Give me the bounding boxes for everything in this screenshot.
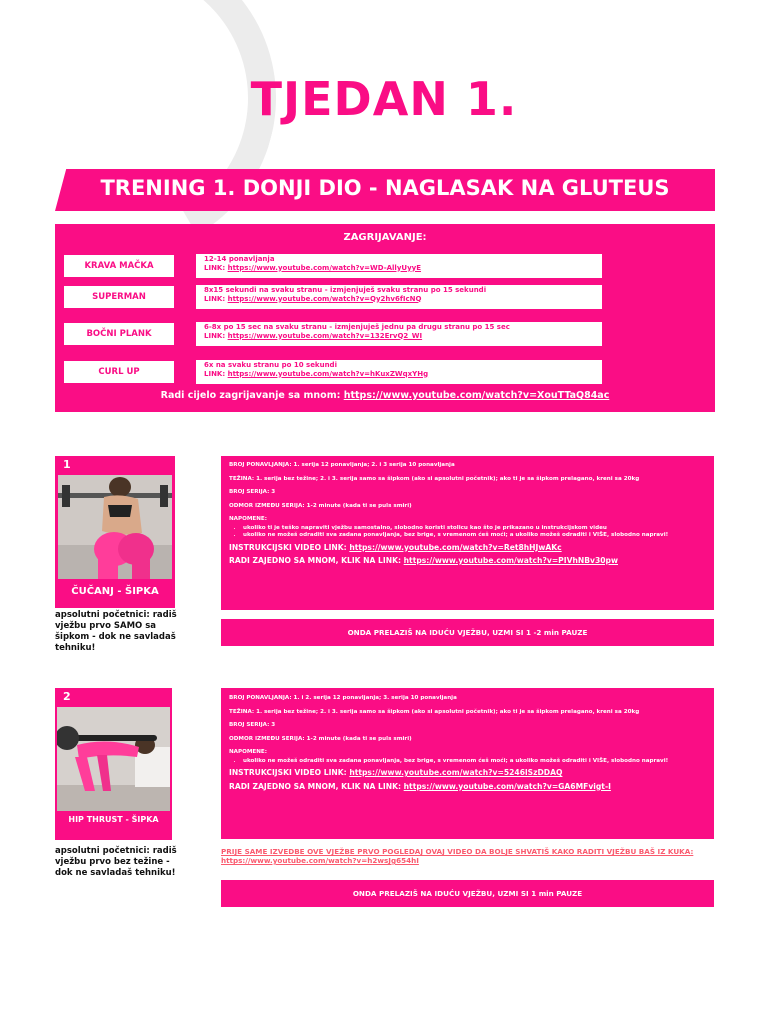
notes-list	[229, 525, 706, 540]
warmup-item-text: 6-8x po 15 sec na svaku stranu - izmjenjuješ jednu pa drugu stranu po 15 sec	[204, 323, 510, 331]
warmup-full-link[interactable]: https://www.youtube.com/watch?v=XouTTaQ84ac	[343, 390, 610, 401]
exercise-title: HIP THRUST - ŠIPKA	[68, 815, 159, 824]
warmup-item-description	[196, 322, 602, 346]
instruction-video	[229, 544, 706, 552]
workout-along-label: RADI ZAJEDNO SA MNOM, KLIK NA LINK:	[229, 781, 401, 791]
exercise-details	[221, 688, 714, 839]
warmup-item-description	[196, 360, 602, 384]
warmup-item-text: 6x na svaku stranu po 10 sekundi	[204, 361, 337, 369]
workout-along-video	[229, 557, 706, 565]
warmup-video-link[interactable]: https://www.youtube.com/watch?v=Qy2hv6fIcNQ	[227, 294, 422, 303]
note-item: • ukoliko ne možeš odraditi sva zadana ponavljanja, bez brige, s vremenom ćeš moći; a ukoliko možeš odraditi i VIŠE, slobodno napravi!	[243, 532, 706, 540]
technique-tip-link[interactable]: PRIJE SAME IZVEDBE OVE VJEŽBE PRVO POGLEDAJ OVAJ VIDEO DA BOLJE SHVATIŠ KAKO RADITI VJEŽBU BAŠ IZ KUKA: https://www.youtube.com/watch?v=h2wsJg654hI	[221, 847, 694, 865]
warmup-link-label: LINK:	[204, 331, 226, 340]
instruction-video-link[interactable]: https://www.youtube.com/watch?v=5246lSzDDAQ	[349, 768, 563, 777]
warmup-link-label: LINK:	[204, 369, 226, 378]
warmup-heading: ZAGRIJAVANJE:	[343, 232, 427, 243]
warmup-video-link[interactable]: https://www.youtube.com/watch?v=132ErvQ2_WI	[227, 331, 423, 340]
warmup-full-video	[55, 390, 715, 401]
instruction-video-label: INSTRUKCIJSKI VIDEO LINK:	[229, 768, 347, 777]
instruction-video-label: INSTRUKCIJSKI VIDEO LINK:	[229, 542, 347, 552]
instruction-video-link[interactable]: https://www.youtube.com/watch?v=Ret8hHJwAKc	[349, 542, 562, 552]
exercise-photo	[58, 475, 172, 579]
warmup-link-label: LINK:	[204, 294, 226, 303]
warmup-item-name: CURL UP	[64, 361, 174, 383]
warmup-full-label: Radi cijelo zagrijavanje sa mnom:	[160, 390, 341, 401]
warmup-item-text: 8x15 sekundi na svaku stranu - izmjenjuješ svaku stranu po 15 sekundi	[204, 286, 487, 294]
note-item: • ukoliko ti je teško napraviti vježbu samostalno, slobodno koristi stolicu kao što je prikazano u instrukcijskom videu	[243, 525, 706, 533]
weight-text: TEŽINA: 1. serija bez težine; 2. i 3. serija samo sa šipkom (ako si apsolutni početnik); ako ti je sa šipkom prelagano, kreni sa 20kg	[229, 475, 640, 482]
warmup-item-name: SUPERMAN	[64, 286, 174, 308]
workout-along-link[interactable]: https://www.youtube.com/watch?v=GA6MFvigt-I	[403, 781, 611, 791]
beginner-note: apsolutni početnici: radiš vježbu prvo bez težine - dok ne savladaš tehniku!	[55, 846, 177, 878]
sets-text: BROJ SERIJA: 3	[229, 489, 276, 495]
pause-banner: ONDA PRELAZIŠ NA IDUĆU VJEŽBU, UZMI SI 1 -2 min PAUZE	[221, 619, 714, 646]
pause-banner: ONDA PRELAZIŠ NA IDUĆU VJEŽBU, UZMI SI 1 min PAUZE	[221, 880, 714, 907]
warmup-item-description	[196, 254, 602, 278]
warmup-item-description	[196, 285, 602, 309]
notes-list	[229, 758, 706, 766]
page-title: TJEDAN 1.	[250, 72, 518, 126]
warmup-item-text: 12-14 ponavljanja	[204, 255, 275, 263]
warmup-item-name: KRAVA MAČKA	[64, 255, 174, 277]
exercise-title: ČUČANJ - ŠIPKA	[71, 586, 159, 597]
reps-text: BROJ PONAVLJANJA: 1. i 2. serija 12 ponavljanja; 3. serija 10 ponavljanja	[229, 695, 457, 701]
warmup-item-name: BOČNI PLANK	[64, 323, 174, 345]
reps-text: BROJ PONAVLJANJA: 1. serija 12 ponavljanja; 2. i 3 serija 10 ponavljanja	[229, 462, 455, 468]
workout-along-label: RADI ZAJEDNO SA MNOM, KLIK NA LINK:	[229, 556, 401, 565]
notes-heading: NAPOMENE:	[229, 516, 267, 522]
beginner-note: apsolutni početnici: radiš vježbu prvo SAMO sa šipkom - dok ne savladaš tehniku!	[55, 610, 177, 653]
sets-text: BROJ SERIJA: 3	[229, 722, 276, 728]
warmup-link-label: LINK:	[204, 263, 226, 272]
exercise-details	[221, 456, 714, 610]
rest-text: ODMOR IZMEĐU SERIJA: 1-2 minute (kada ti se puls smiri)	[229, 735, 412, 742]
workout-along-link[interactable]: https://www.youtube.com/watch?v=PIVhNBv30pw	[403, 556, 618, 565]
squat-illustration	[58, 475, 172, 579]
workout-along-video	[229, 783, 706, 791]
note-item: • ukoliko ne možeš odraditi sva zadana ponavljanja, bez brige, s vremenom ćeš moći; a ukoliko možeš odraditi i VIŠE, slobodno napravi!	[243, 758, 706, 766]
notes-heading: NAPOMENE:	[229, 749, 267, 755]
weight-text: TEŽINA: 1. serija bez težine; 2. i 3. serija samo sa šipkom (ako si apsolutni početnik); ako ti je sa šipkom prelagano, kreni sa 20kg	[229, 708, 640, 715]
warmup-video-link[interactable]: https://www.youtube.com/watch?v=WD-AllyUyyE	[227, 263, 421, 272]
rest-text: ODMOR IZMEĐU SERIJA: 1-2 minute (kada ti se puls smiri)	[229, 502, 412, 509]
exercise-number: 2	[63, 690, 71, 703]
exercise-number: 1	[63, 458, 71, 471]
workout-banner-title: TRENING 1. DONJI DIO - NAGLASAK NA GLUTEUS	[100, 176, 670, 200]
warmup-video-link[interactable]: https://www.youtube.com/watch?v=hKuxZWqxYHg	[227, 369, 429, 378]
instruction-video	[229, 769, 706, 777]
hip-thrust-illustration	[57, 707, 170, 811]
exercise-photo	[57, 707, 170, 811]
